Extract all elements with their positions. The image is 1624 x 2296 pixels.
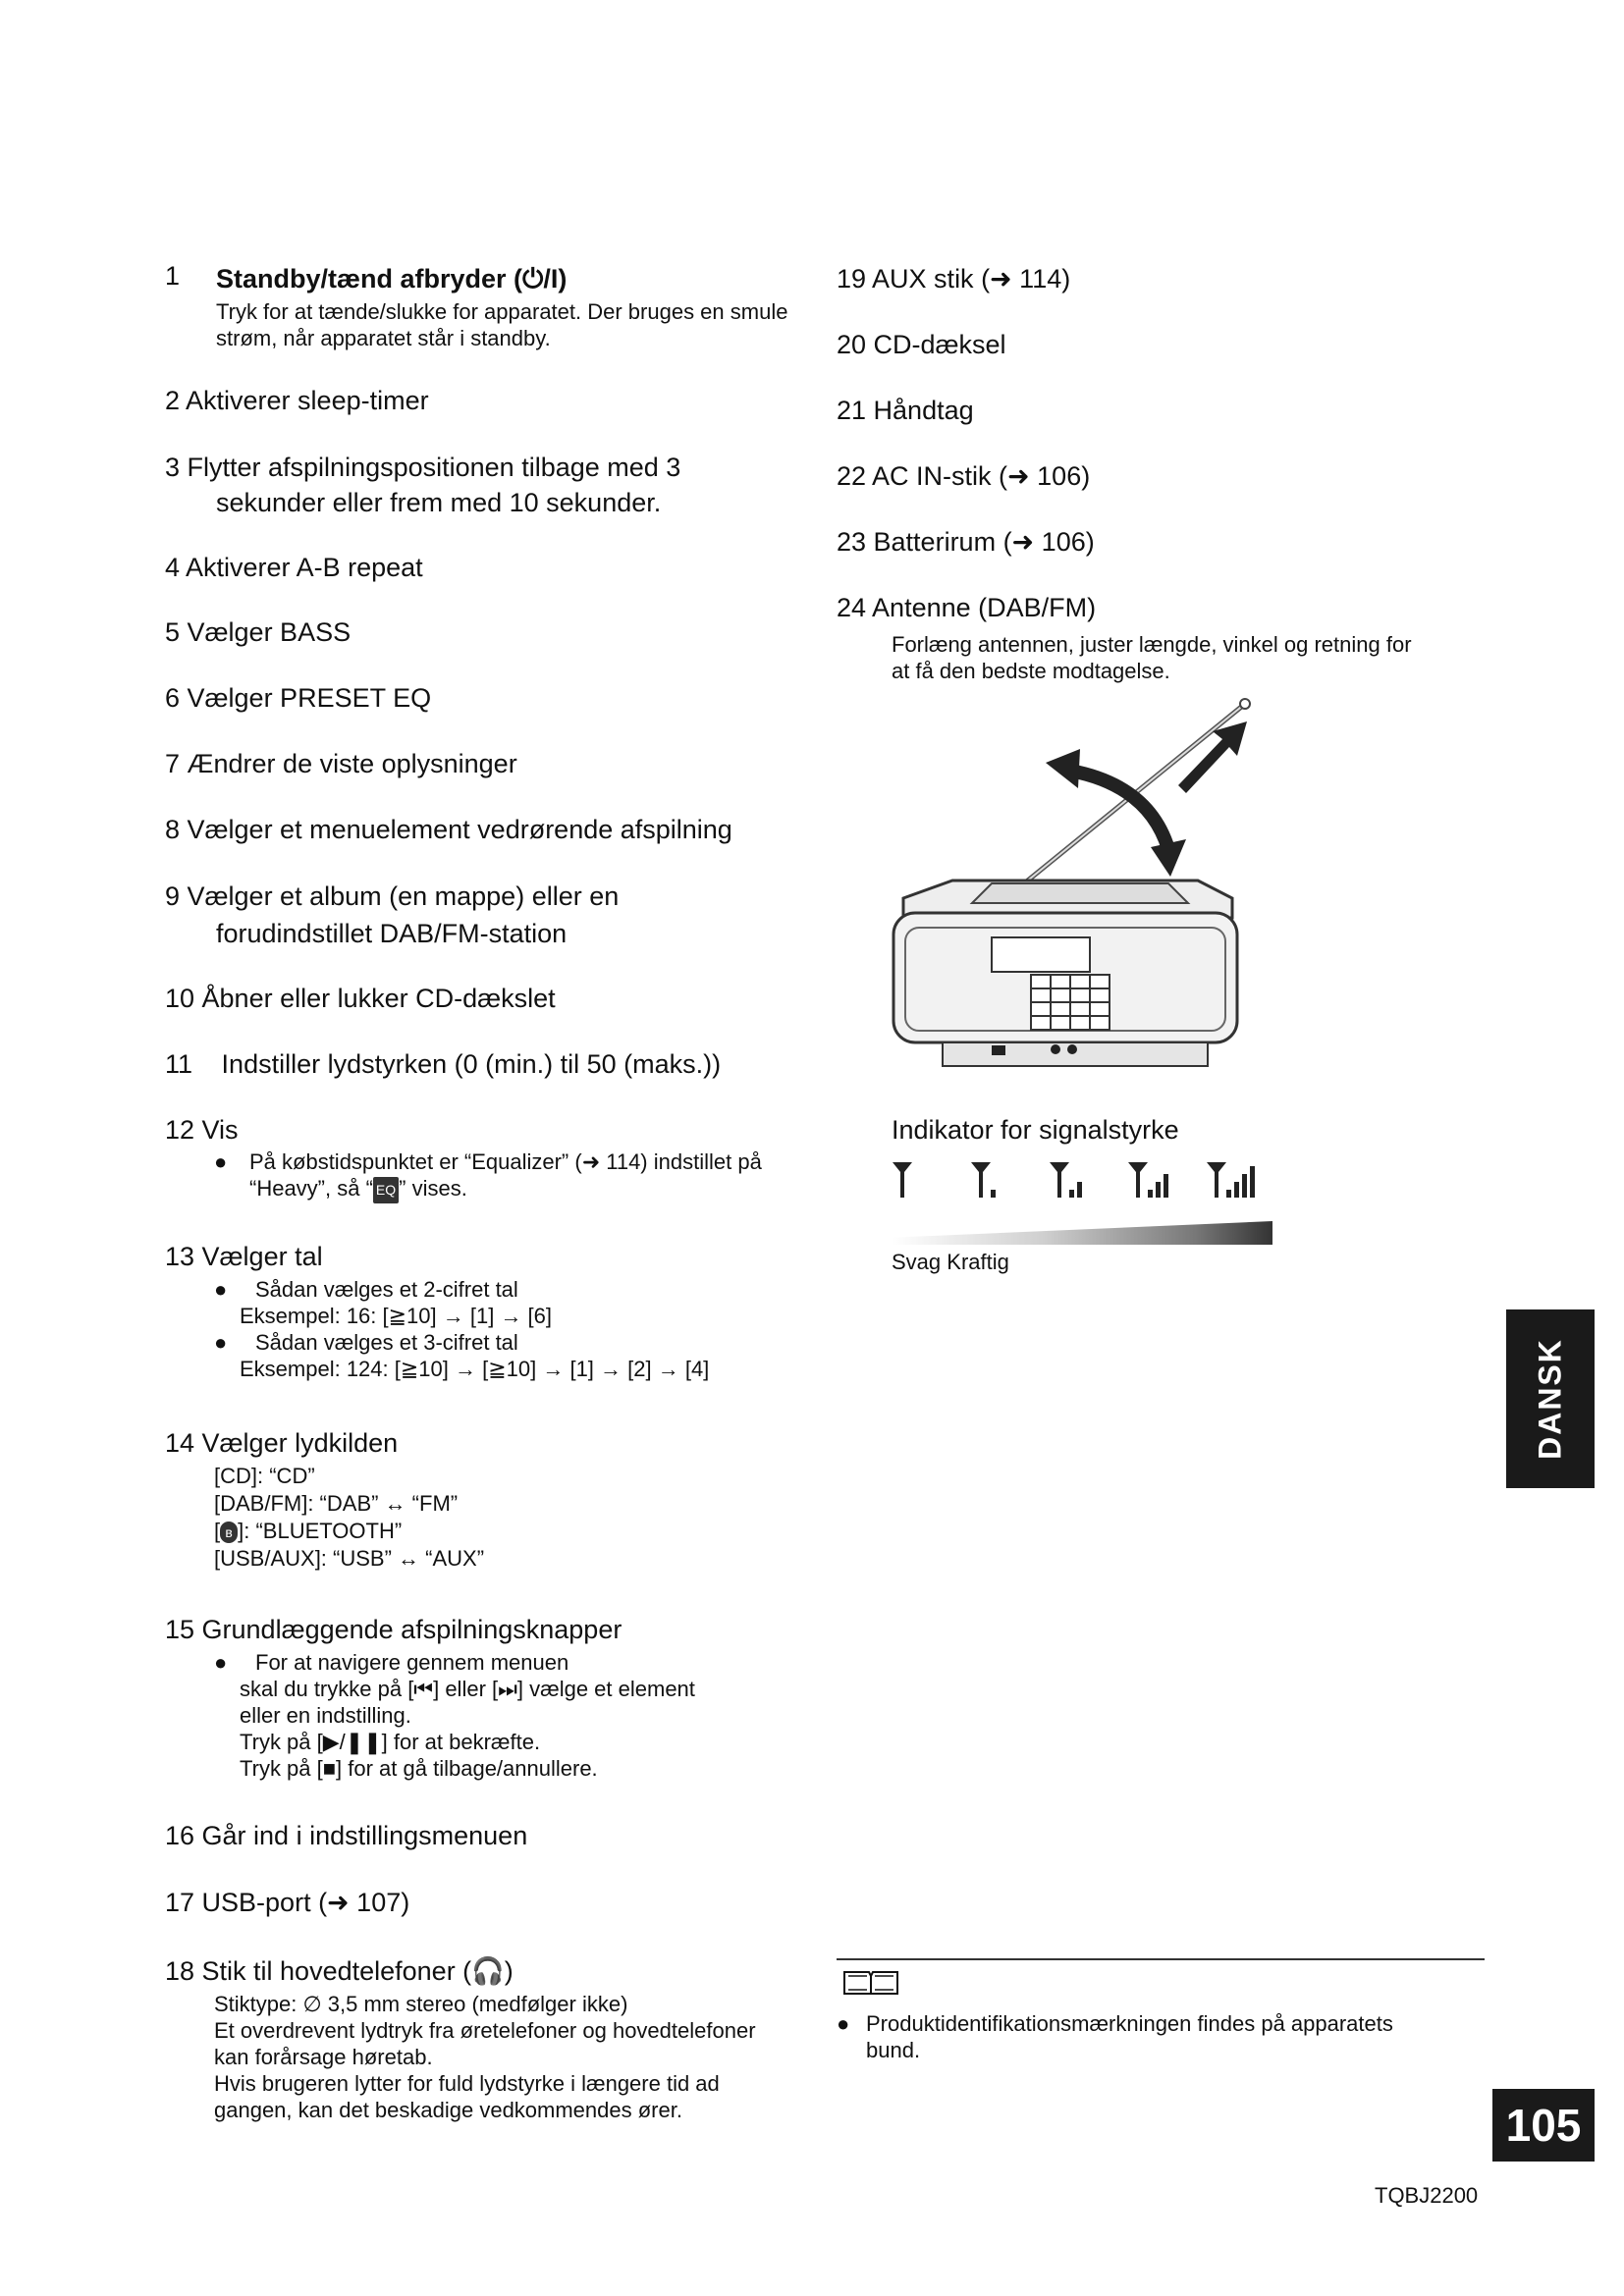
item-15-bullet: For at navigere gennem menuen (255, 1650, 569, 1675)
radio-antenna-illustration (884, 692, 1257, 1104)
note-divider (837, 1958, 1485, 1960)
eq-icon: EQ (373, 1177, 399, 1203)
item-15-line2: skal du trykke på [⏮] eller [⏭] vælge et element (240, 1677, 695, 1701)
document-code: TQBJ2200 (1375, 2183, 1479, 2208)
item-5: 5 Vælger BASS (165, 617, 352, 647)
signal-title: Indikator for signalstyrke (892, 1115, 1179, 1145)
item-14-line3-pre: [ (214, 1519, 221, 1543)
item-13-bullet2: Sådan vælges et 3-cifret tal (255, 1330, 518, 1355)
note-item (837, 2010, 1485, 2063)
item-12-title: 12 Vis (165, 1115, 239, 1145)
note-book-icon (840, 1968, 901, 1998)
item-7: 7 Ændrer de viste oplysninger (165, 749, 517, 778)
item-18-line3: kan forårsage høretab. (214, 2045, 433, 2069)
item-14-line3-post: ]: “BLUETOOTH” (238, 1519, 403, 1543)
item-14-title: 14 Vælger lydkilden (165, 1428, 399, 1458)
item-9-line1: 9 Vælger et album (en mappe) eller en (165, 881, 620, 911)
signal-level-0-icon (893, 1162, 912, 1198)
item-16: 16 Går ind i indstillingsmenuen (165, 1821, 528, 1850)
item-13-body (214, 1276, 842, 1382)
language-tab-label: DANSK (1532, 1338, 1568, 1460)
signal-scale-labels (892, 1249, 1009, 1275)
item-9-line2: forudindstillet DAB/FM-station (216, 919, 568, 948)
item-18-line5: gangen, kan det beskadige vedkommendes ører. (214, 2098, 682, 2122)
rotate-arrow-icon (1070, 771, 1168, 849)
item-4: 4 Aktiverer A-B repeat (165, 553, 423, 582)
note-line2: bund. (866, 2038, 921, 2062)
item-11-number: 11 (165, 1049, 193, 1079)
item-15-body (214, 1649, 842, 1782)
bullet-dot: ● (214, 1330, 228, 1355)
item-15-line3: eller en indstilling. (240, 1703, 411, 1728)
item-13-bullet1: Sådan vælges et 2-cifret tal (255, 1277, 518, 1302)
item-12-line2-pre: “Heavy”, så “ (249, 1176, 373, 1201)
item-23: 23 Batterirum (➜ 106) (837, 527, 1095, 557)
signal-level-1-icon (971, 1162, 996, 1198)
item-13-title: 13 Vælger tal (165, 1242, 323, 1271)
item-3-line2: sekunder eller frem med 10 sekunder. (216, 488, 662, 517)
item-6: 6 Vælger PRESET EQ (165, 683, 432, 713)
item-24-body (892, 631, 1500, 684)
signal-strength-icons (889, 1158, 1281, 1205)
signal-level-4-icon (1207, 1162, 1255, 1198)
item-22: 22 AC IN-stik (➜ 106) (837, 461, 1091, 491)
item-24-line2: at få den bedste modtagelse. (892, 659, 1170, 683)
item-1-number: 1 (165, 261, 181, 291)
cd-lid (972, 883, 1188, 903)
item-15-title: 15 Grundlæggende afspilningsknapper (165, 1615, 623, 1644)
signal-weak-label: Svag (892, 1250, 942, 1274)
bullet-dot: ● (214, 1149, 228, 1174)
item-1-description: Tryk for at tænde/slukke for apparatet. Der bruges en smule strøm, når apparatet står i standby. (216, 299, 788, 350)
bullet-dot: ● (214, 1650, 228, 1675)
item-17: 17 USB-port (➜ 107) (165, 1888, 410, 1917)
signal-strong-label: Kraftig (947, 1250, 1009, 1274)
language-tab (1506, 1309, 1595, 1488)
item-12-bullet (214, 1148, 823, 1203)
item-18-line2: Et overdrevent lydtryk fra øretelefoner og hovedtelefoner (214, 2018, 756, 2043)
item-14-line2: [DAB/FM]: “DAB” ↔ “FM” (214, 1491, 459, 1516)
item-1-title: Standby/tænd afbryder (⏻/I) (216, 264, 568, 294)
item-14-line1: [CD]: “CD” (214, 1464, 315, 1488)
signal-level-3-icon (1128, 1162, 1168, 1198)
item-13-example2: Eksempel: 124: [≧10] → [≧10] → [1] → [2] → [4] (240, 1357, 710, 1381)
item-2: 2 Aktiverer sleep-timer (165, 386, 429, 415)
item-8: 8 Vælger et menuelement vedrørende afspilning (165, 815, 732, 844)
item-15-line4: Tryk på [▶/❚❚] for at bekræfte. (240, 1730, 541, 1754)
page-number: 105 (1492, 2089, 1595, 2162)
item-12-line1: På købstidspunktet er “Equalizer” (➜ 114) indstillet på (249, 1149, 762, 1174)
item-24-line1: Forlæng antennen, juster længde, vinkel og retning for (892, 632, 1412, 657)
item-19: 19 AUX stik (➜ 114) (837, 264, 1071, 294)
signal-level-2-icon (1050, 1162, 1082, 1198)
item-12-line2-post: ” vises. (399, 1176, 467, 1201)
item-14-line4: [USB/AUX]: “USB” ↔ “AUX” (214, 1546, 485, 1571)
signal-gradient-bar (892, 1221, 1272, 1245)
bullet-dot: ● (214, 1277, 228, 1302)
item-15-line5: Tryk på [■] for at gå tilbage/annullere. (240, 1756, 598, 1781)
item-24-title: 24 Antenne (DAB/FM) (837, 593, 1097, 622)
item-18-line1: Stiktype: ∅ 3,5 mm stereo (medfølger ikke) (214, 1992, 628, 2016)
radio-keypad (1031, 975, 1110, 1030)
item-3-line1: 3 Flytter afspilningspositionen tilbage med 3 (165, 453, 681, 482)
item-14-body (214, 1463, 725, 1573)
radio-display (992, 937, 1090, 972)
item-11 (165, 1046, 721, 1082)
item-18-title: 18 Stik til hovedtelefoner (🎧) (165, 1956, 514, 1986)
item-13-example1: Eksempel: 16: [≧10] → [1] → [6] (240, 1304, 553, 1328)
bullet-dot: ● (837, 2011, 850, 2036)
item-18-body (214, 1991, 842, 2123)
item-20: 20 CD-dæksel (837, 330, 1006, 359)
item-10: 10 Åbner eller lukker CD-dækslet (165, 984, 556, 1013)
note-line1: Produktidentifikationsmærkningen findes på apparatets (866, 2011, 1393, 2036)
item-18-line4: Hvis brugeren lytter for fuld lydstyrke i længere tid ad (214, 2071, 720, 2096)
bluetooth-icon: ʙ (220, 1522, 238, 1543)
antenna-tip (1240, 699, 1250, 709)
item-11-text: Indstiller lydstyrken (0 (min.) til 50 (maks.)) (221, 1049, 722, 1079)
item-21: 21 Håndtag (837, 396, 974, 425)
